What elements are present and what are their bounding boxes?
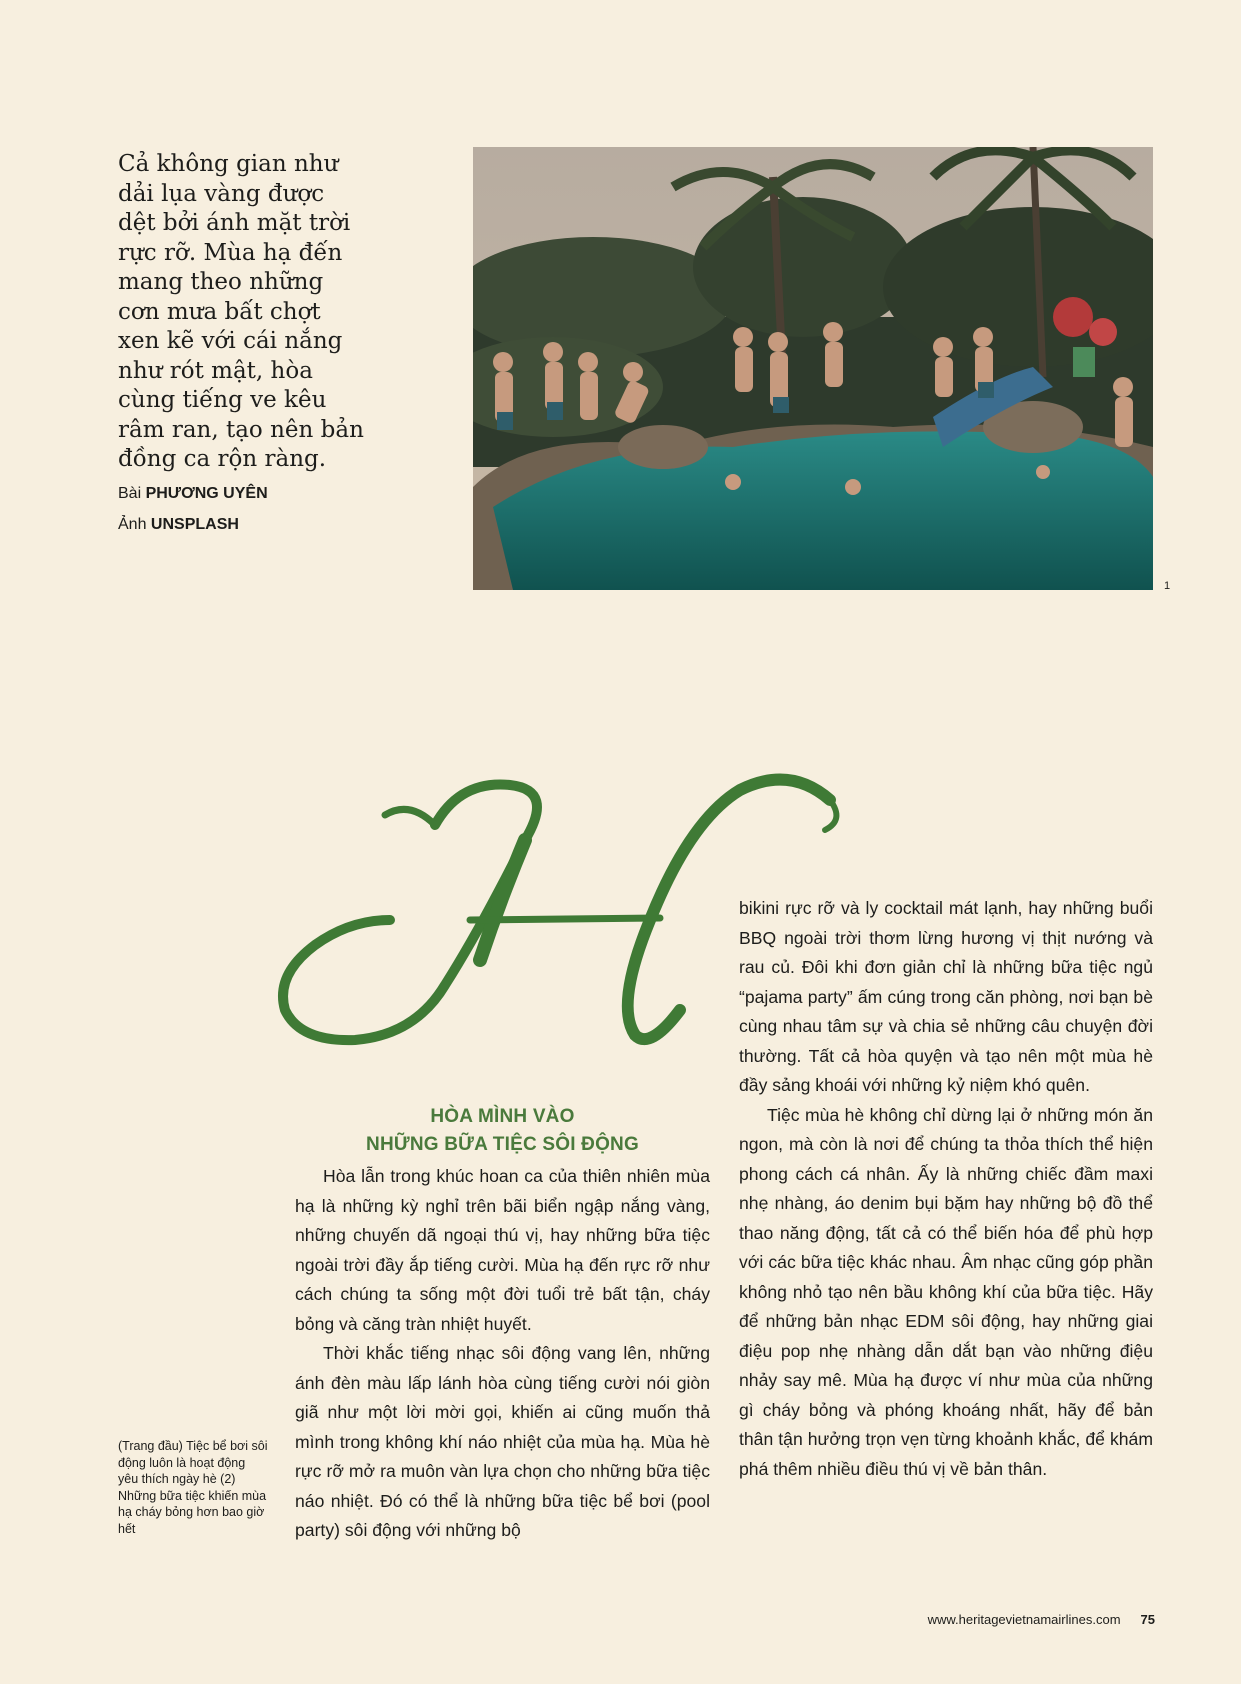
body-column-right: [739, 894, 1153, 1484]
photographer-name: UNSPLASH: [150, 516, 239, 533]
author-credit: [118, 484, 268, 504]
heading-line-2: NHỮNG BỮA TIỆC SÔI ĐỘNG: [366, 1134, 639, 1155]
body-paragraph: bikini rực rỡ và ly cocktail mát lạnh, hay những buổi BBQ ngoài trời thơm lừng hương vị thịt nướng và rau củ. Đôi khi đơn giản chỉ là những bữa tiệc ngủ “pajama party” ấm cúng trong căn phòng, nơi bạn bè cùng nhau tâm sự và chia sẻ những câu chuyện đời thường. Tất cả hòa quyện và tạo nên một mùa hè đầy sảng khoái với những kỷ niệm khó quên.: [739, 898, 1153, 1095]
page-footer: [928, 1612, 1155, 1627]
photo-credit: [118, 515, 239, 535]
pool-party-photo: [473, 147, 1153, 590]
author-prefix: Bài: [118, 485, 142, 502]
photo-caption: (Trang đầu) Tiệc bể bơi sôi động luôn là hoạt động yêu thích ngày hè (2) Những bữa tiệc khiến mùa hạ cháy bỏng hơn bao giờ hết: [118, 1439, 268, 1536]
body-paragraph: Tiệc mùa hè không chỉ dừng lại ở những món ăn ngon, mà còn là nơi để chúng ta thỏa thích thể hiện phong cách cá nhân. Ấy là những chiếc đầm maxi nhẹ nhàng, áo denim bụi bặm hay những bộ đồ thể thao năng động, tất cả có thể biến hóa để phù hợp với các bữa tiệc khác nhau. Âm nhạc cũng góp phần không nhỏ tạo nên bầu không khí của bữa tiệc. Hãy để những bản nhạc EDM sôi động, hay những giai điệu pop nhẹ nhàng dẫn dắt bạn vào những điệu nhảy say mê. Mùa hạ được ví như mùa của những gì cháy bỏng và phóng khoáng nhất, hãy để bản thân tận hưởng trọn vẹn từng khoảnh khắc, để khám phá thêm nhiều điều thú vị về bản thân.: [739, 1104, 1153, 1479]
body-paragraph: Thời khắc tiếng nhạc sôi động vang lên, những ánh đèn màu lấp lánh hòa cùng tiếng cười nói giòn giã như một lời mời gọi, khiến ai cũng muốn thả mình trong không khí náo nhiệt của mùa hạ. Mùa hè rực rỡ mở ra muôn vàn lựa chọn cho những bữa tiệc náo nhiệt. Đó có thể là những bữa tiệc bể bơi (pool party) sôi động với những bộ: [295, 1343, 710, 1540]
photo-number: 1: [1164, 580, 1171, 592]
body-paragraph: Hòa lẫn trong khúc hoan ca của thiên nhiên mùa hạ là những kỳ nghỉ trên bãi biển ngập nắng vàng, những chuyến dã ngoại thú vị, hay những bữa tiệc ngoài trời đầy ắp tiếng cười. Mùa hạ đến rực rỡ như cách chúng ta sống một đời tuổi trẻ bất tận, cháy bỏng và căng tràn nhiệt huyết.: [295, 1166, 710, 1334]
page-number: 75: [1140, 1612, 1155, 1627]
author-name: PHƯƠNG UYÊN: [145, 485, 268, 502]
heading-line-1: HÒA MÌNH VÀO: [430, 1106, 575, 1127]
body-column-left: [295, 1162, 710, 1546]
pool-party-illustration: [473, 147, 1153, 590]
footer-url[interactable]: www.heritagevietnamairlines.com: [927, 1612, 1121, 1627]
photo-prefix: Ảnh: [118, 516, 147, 533]
section-heading: [295, 1103, 710, 1159]
lede-paragraph: Cả không gian như dải lụa vàng được dệt bởi ánh mặt trời rực rỡ. Mùa hạ đến mang theo những cơn mưa bất chợt xen kẽ với cái nắng như rót mật, hòa cùng tiếng ve kêu râm ran, tạo nên bản đồng ca rộn ràng.: [118, 151, 364, 472]
